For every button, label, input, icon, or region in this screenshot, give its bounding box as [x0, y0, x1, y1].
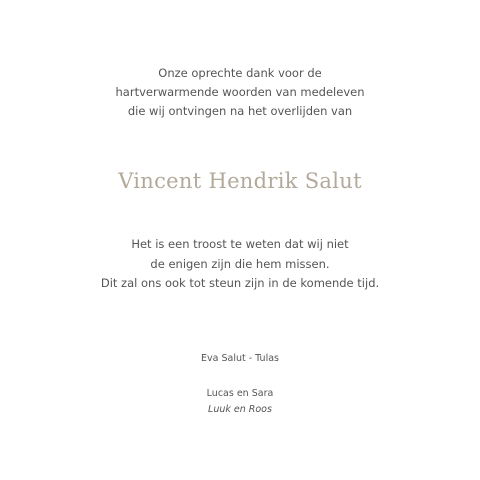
deceased-name: Vincent Hendrik Salut — [118, 169, 362, 193]
intro-line: die wij ontvingen na het overlijden van — [127, 104, 353, 118]
signature-line: Eva Salut - Tulas — [201, 353, 279, 364]
signature-line: Luuk en Roos — [208, 404, 272, 415]
intro-line: hartverwarmende woorden van medeleven — [115, 85, 365, 99]
signature-line: Lucas en Sara — [206, 388, 274, 399]
message-line: Dit zal ons ook tot steun zijn in de komende tijd. — [100, 276, 380, 290]
message-line: Het is een troost te weten dat wij niet — [131, 237, 349, 251]
intro-line: Onze oprechte dank voor de — [158, 66, 322, 80]
message-text — [0, 235, 480, 294]
message-line: de enigen zijn die hem missen. — [150, 256, 330, 271]
intro-text — [0, 64, 480, 121]
